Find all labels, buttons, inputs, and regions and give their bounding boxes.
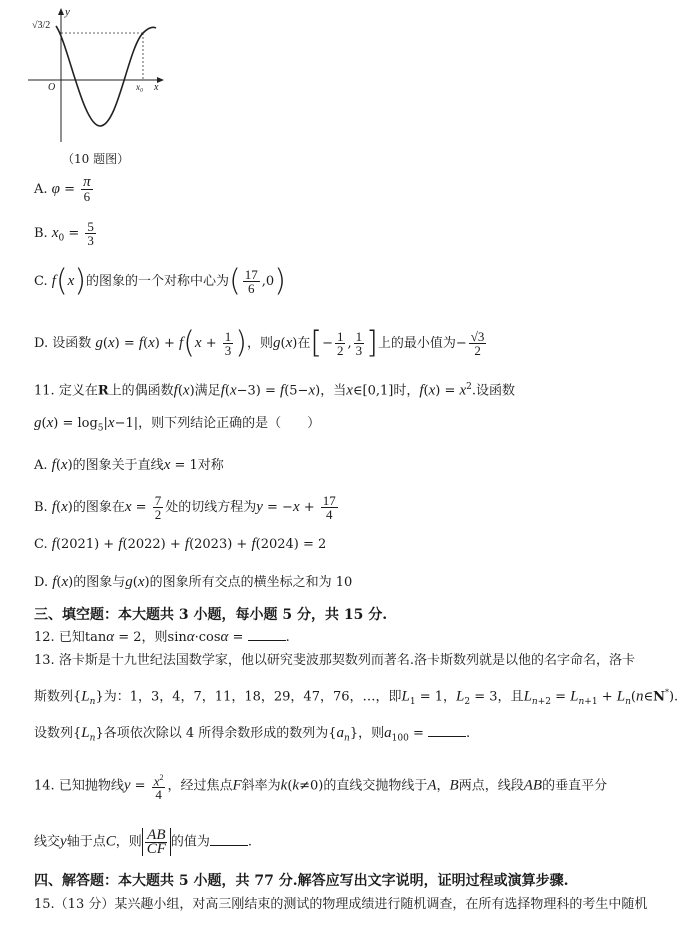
q11-option-a: A. f(x)的图象关于直线x = 1对称 (34, 457, 224, 473)
q10-option-d: D. 设函数 g(x) = f(x) + f(x + $\frac{1}{3}$ )，则g(x)在[− $\frac{1}{2}$ , $\frac{1}{3}$ ]上的最小值为− $\frac{√3}{2}$ (34, 325, 485, 361)
q13-line3: 设数列$\{L_n\}$各项依次除以 4 所得余数形成的数列为$\{a_n\}$，则$a_{100}$ = . (34, 725, 471, 744)
y-tick-label: √3/2 (32, 20, 51, 31)
graph-figure (28, 8, 168, 143)
q11-intro: 11. 定义在R上的偶函数f(x)满足f(x−3) = f(5−x)，当x∈[0,1]时，$f(x) = x^2$.设函数 (34, 382, 516, 399)
q14-line2: 线交y轴于点C，则 $\frac{AB}{CF}$ 的值为 . (34, 826, 253, 857)
section-4-heading: 四、解答题：本大题共 5 小题，共 77 分.解答应写出文字说明，证明过程或演算步骤. (34, 873, 569, 889)
q11-option-b: B. f(x)的图象在x = $\frac{7}{2}$ 处的切线方程为y = −x + $\frac{17}{4}$ (34, 493, 336, 522)
q12: 12. 已知tanα = 2，则sinα·cosα = . (34, 629, 290, 645)
q14-line1: 14. 已知抛物线y = $\frac{x^2}{4}$ ，经过焦点F斜率为k(k≠0)的直线交抛物线于A，B两点，线段AB的垂直平分 (34, 773, 608, 803)
q11-option-d: D. f(x)的图象与g(x)的图象所有交点的横坐标之和为 10 (34, 574, 353, 590)
q13-line2: 斯数列$\{L_n\}$为：1，3，4，7，11，18，29，47，76，…，即$L_1 = 1$，$L_2 = 3$，且$L_{n+2} = L_{n+1}$ + $L_n(n\in N^*)$. (34, 688, 679, 707)
q13-line1: 13. 洛卡斯是十九世纪法国数学家，他以研究斐波那契数列而著名.洛卡斯数列就是以他的名字命名，洛卡 (34, 653, 635, 668)
q10-option-c: C. f(x)的图象的一个对称中心为( $\frac{17}{6}$ ,0) (34, 263, 286, 299)
q10-option-b: B. $x_0$ = $\frac{5}{3}$ (34, 219, 94, 248)
figure-caption: （10 题图） (62, 152, 130, 166)
x-axis-label: x (154, 82, 159, 93)
q15-line1: 15.（13 分）某兴趣小组，对高三刚结束的测试的物理成绩进行随机调查，在所有选择物理科的考生中随机 (34, 897, 648, 912)
q11-line2: $g(x) = \log_5|x-1|$，则下列结论正确的是（ ） (34, 415, 321, 434)
y-axis-label: y (65, 6, 70, 18)
section-3-heading: 三、填空题：本大题共 3 小题，每小题 5 分，共 15 分. (34, 607, 388, 623)
x0-label: x₀ (136, 82, 144, 92)
origin-label: O (48, 82, 56, 93)
q11-option-c: C. f(2021) + f(2022) + f(2023) + f(2024) = 2 (34, 536, 327, 552)
q10-option-a: A. φ = $\frac{\pi}{6}$ (34, 174, 91, 204)
